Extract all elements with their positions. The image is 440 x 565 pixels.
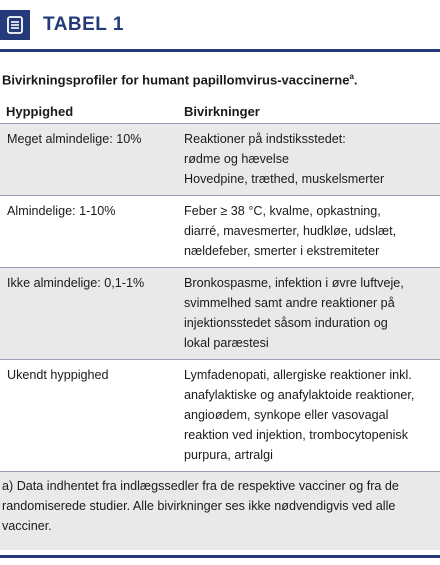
figure-header xyxy=(0,0,440,52)
side-effects-line: anafylaktiske og anafylaktoide reaktioner, xyxy=(184,388,415,402)
side-effects-line: lokal paræstesi xyxy=(184,336,269,350)
side-effects-line: reaktion ved injektion, trombocytopenisk xyxy=(184,428,409,442)
column-header-frequency: Hyppighed xyxy=(0,98,178,124)
side-effects-cell xyxy=(178,196,440,268)
frequency-cell: Almindelige: 1-10% xyxy=(0,196,178,268)
caption-text: Bivirkningsprofiler for humant papillomvirus-vaccinerne xyxy=(2,72,350,88)
table-row xyxy=(0,268,440,360)
side-effects-line: nældefeber, smerter i ekstremiteter xyxy=(184,244,380,258)
figure-title: TABEL 1 xyxy=(43,13,124,35)
table-row xyxy=(0,360,440,472)
table-row xyxy=(0,124,440,196)
side-effects-line: purpura, artralgi xyxy=(184,448,273,462)
side-effects-line: Hovedpine, træthed, muskelsmerter xyxy=(184,172,385,186)
document-list-icon xyxy=(0,10,30,40)
footnote-line: randomiserede studier. Alle bivirkninger ses ikke nødvendigvis ved alle xyxy=(2,499,396,513)
side-effects-line: Lymfadenopati, allergiske reaktioner inkl. xyxy=(184,368,412,382)
table-caption xyxy=(0,52,440,98)
side-effects-table xyxy=(0,98,440,472)
column-header-side-effects: Bivirkninger xyxy=(178,98,440,124)
side-effects-line: injektionsstedet såsom induration og xyxy=(184,316,388,330)
footnote-line: vacciner. xyxy=(2,519,52,533)
caption-end: . xyxy=(353,72,358,88)
side-effects-line: Reaktioner på indstiksstedet: xyxy=(184,132,346,146)
side-effects-line: angioødem, synkope eller vasovagal xyxy=(184,408,389,422)
table-footnote xyxy=(0,472,440,550)
side-effects-line: Bronkospasme, infektion i øvre luftveje, xyxy=(184,276,404,290)
side-effects-cell xyxy=(178,268,440,360)
table-row xyxy=(0,196,440,268)
side-effects-line: svimmelhed samt andre reaktioner på xyxy=(184,296,395,310)
bottom-rule xyxy=(0,555,440,558)
side-effects-cell xyxy=(178,124,440,196)
frequency-cell: Ukendt hyppighed xyxy=(0,360,178,472)
frequency-cell: Meget almindelige: 10% xyxy=(0,124,178,196)
footnote-line: a) Data indhentet fra indlægssedler fra de respektive vacciner og fra de xyxy=(2,479,399,493)
side-effects-line: diarré, mavesmerter, hudkløe, udslæt, xyxy=(184,224,397,238)
caption-footnote-marker: a xyxy=(349,72,354,81)
side-effects-line: rødme og hævelse xyxy=(184,152,289,166)
frequency-cell: Ikke almindelige: 0,1-1% xyxy=(0,268,178,360)
table-header-row xyxy=(0,98,440,124)
side-effects-line: Feber ≥ 38 °C, kvalme, opkastning, xyxy=(184,204,381,218)
side-effects-cell xyxy=(178,360,440,472)
